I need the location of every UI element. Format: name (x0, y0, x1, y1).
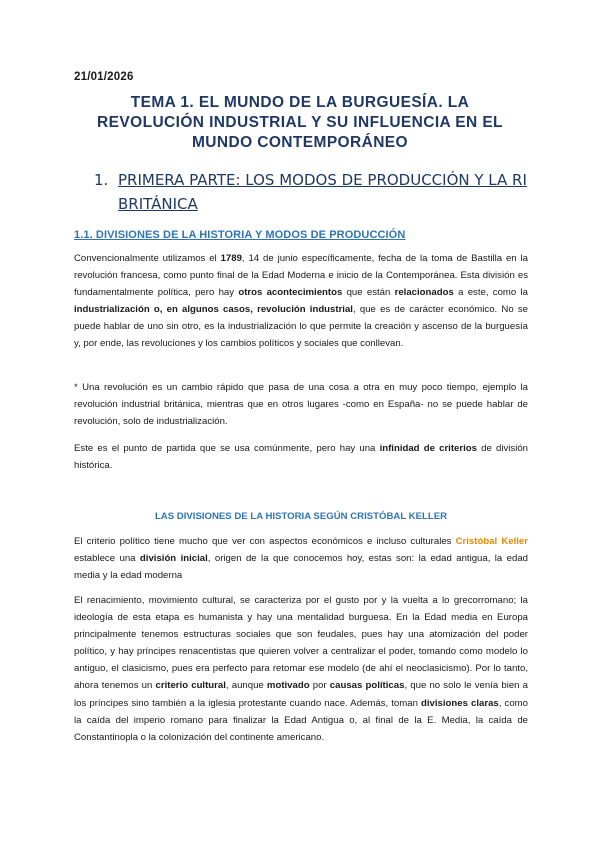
text-run: , como la caída del imperio romano para finalizar la Edad Antigua o, al final de la E. Media, la caída de Constantinopla o la colonización del continente americano. (74, 697, 529, 743)
highlight-run: Cristóbal Keller (455, 536, 528, 547)
text-run: El criterio político tiene mucho que ver con aspectos económicos e incluso culturales (74, 536, 456, 547)
section-heading (94, 168, 538, 216)
bold-run: división inicial (139, 553, 208, 565)
subsection-heading: 1.1. DIVISIONES DE LA HISTORIA Y MODOS DE PRODUCCIÓN (74, 229, 406, 241)
bold-run: industrialización o, en algunos casos, revolución industrial (74, 304, 353, 316)
bold-run: otros acontecimientos (238, 287, 343, 299)
text-run: de división histórica. (74, 443, 528, 472)
bold-run: causas políticas (329, 680, 405, 692)
section-number: 1. (94, 171, 109, 189)
paragraph-1 (74, 250, 528, 353)
text-run: establece una (74, 553, 140, 565)
bold-run: relacionados (394, 287, 454, 299)
bold-run: infinidad de criterios (379, 443, 477, 454)
text-run: , que es de carácter económico. No se puede hablar de uno sin otro, es la industrialización lo que permite la creación y ascenso de la burguesía y, por ende, las revoluciones y los cambios políticos y sociales que conllevan. (74, 304, 528, 350)
bold-run: criterio cultural (155, 680, 226, 692)
text-run: por (309, 680, 330, 692)
bold-run: motivado (266, 680, 310, 692)
text-run: Este es el punto de partida que se usa comúnmente, pero hay una (74, 443, 380, 454)
paragraph-3 (74, 440, 528, 474)
keller-heading: LAS DIVISIONES DE LA HISTORIA SEGÚN CRISTÓBAL KELLER (154, 511, 448, 522)
section-title: PRIMERA PARTE: LOS MODOS DE PRODUCCIÓN Y LA RI BRITÁNICA (118, 171, 527, 213)
text-run: Convencionalmente utilizamos el (74, 253, 221, 264)
text-run: , 14 de junio específicamente, fecha de la toma de Bastilla en la revolución francesa, como punto final de la Edad Moderna e inicio de la Contemporánea. Esta división es fundamentalmente política, pero hay (74, 253, 528, 299)
paragraph-2-note: * Una revolución es un cambio rápido que pasa de una cosa a otra en muy poco tiempo, ejemplo la revolución industrial británica, mientras que en otros lugares -como en España- no se puede hablar de revolución, solo de industrialización. (74, 382, 528, 428)
date: 21/01/2026 (74, 71, 134, 83)
document-title: TEMA 1. EL MUNDO DE LA BURGUESÍA. LA REVOLUCIÓN INDUSTRIAL Y SU INFLUENCIA EN EL MUNDO CONTEMPORÁNEO (97, 94, 503, 151)
paragraph-5 (74, 592, 528, 746)
text-run: El renacimiento, movimiento cultural, se caracteriza por el gusto por y la vuelta a lo grecorromano; la ideología de esta etapa es humanista y hay una mentalidad burguesa. En la Edad media en Europa principalmente tenemos estructuras sociales que son feudales, pues hay una atomización del poder político, y hay príncipes renacentistas que quieren volver a centralizar el poder, tomando como modelo lo antiguo, el clasicismo, pues era perfecto para retomar ese modelo (de ahí el neoclasicismo). Por lo tanto, ahora tenemos un (74, 595, 528, 692)
text-run: , que no solo le venía bien a los príncipes sino también a la iglesia protestante cuando nace. Además, toman (74, 680, 529, 709)
text-run: a este, como la (453, 287, 528, 299)
bold-run: 1789 (220, 253, 242, 264)
text-run: que están (342, 287, 395, 299)
text-run: , aunque (225, 680, 267, 692)
paragraph-4 (74, 533, 528, 584)
bold-run: divisiones claras (421, 697, 499, 709)
text-run: , origen de la que conocemos hoy, estas son: la edad antigua, la edad media y la edad moderna (74, 553, 529, 582)
